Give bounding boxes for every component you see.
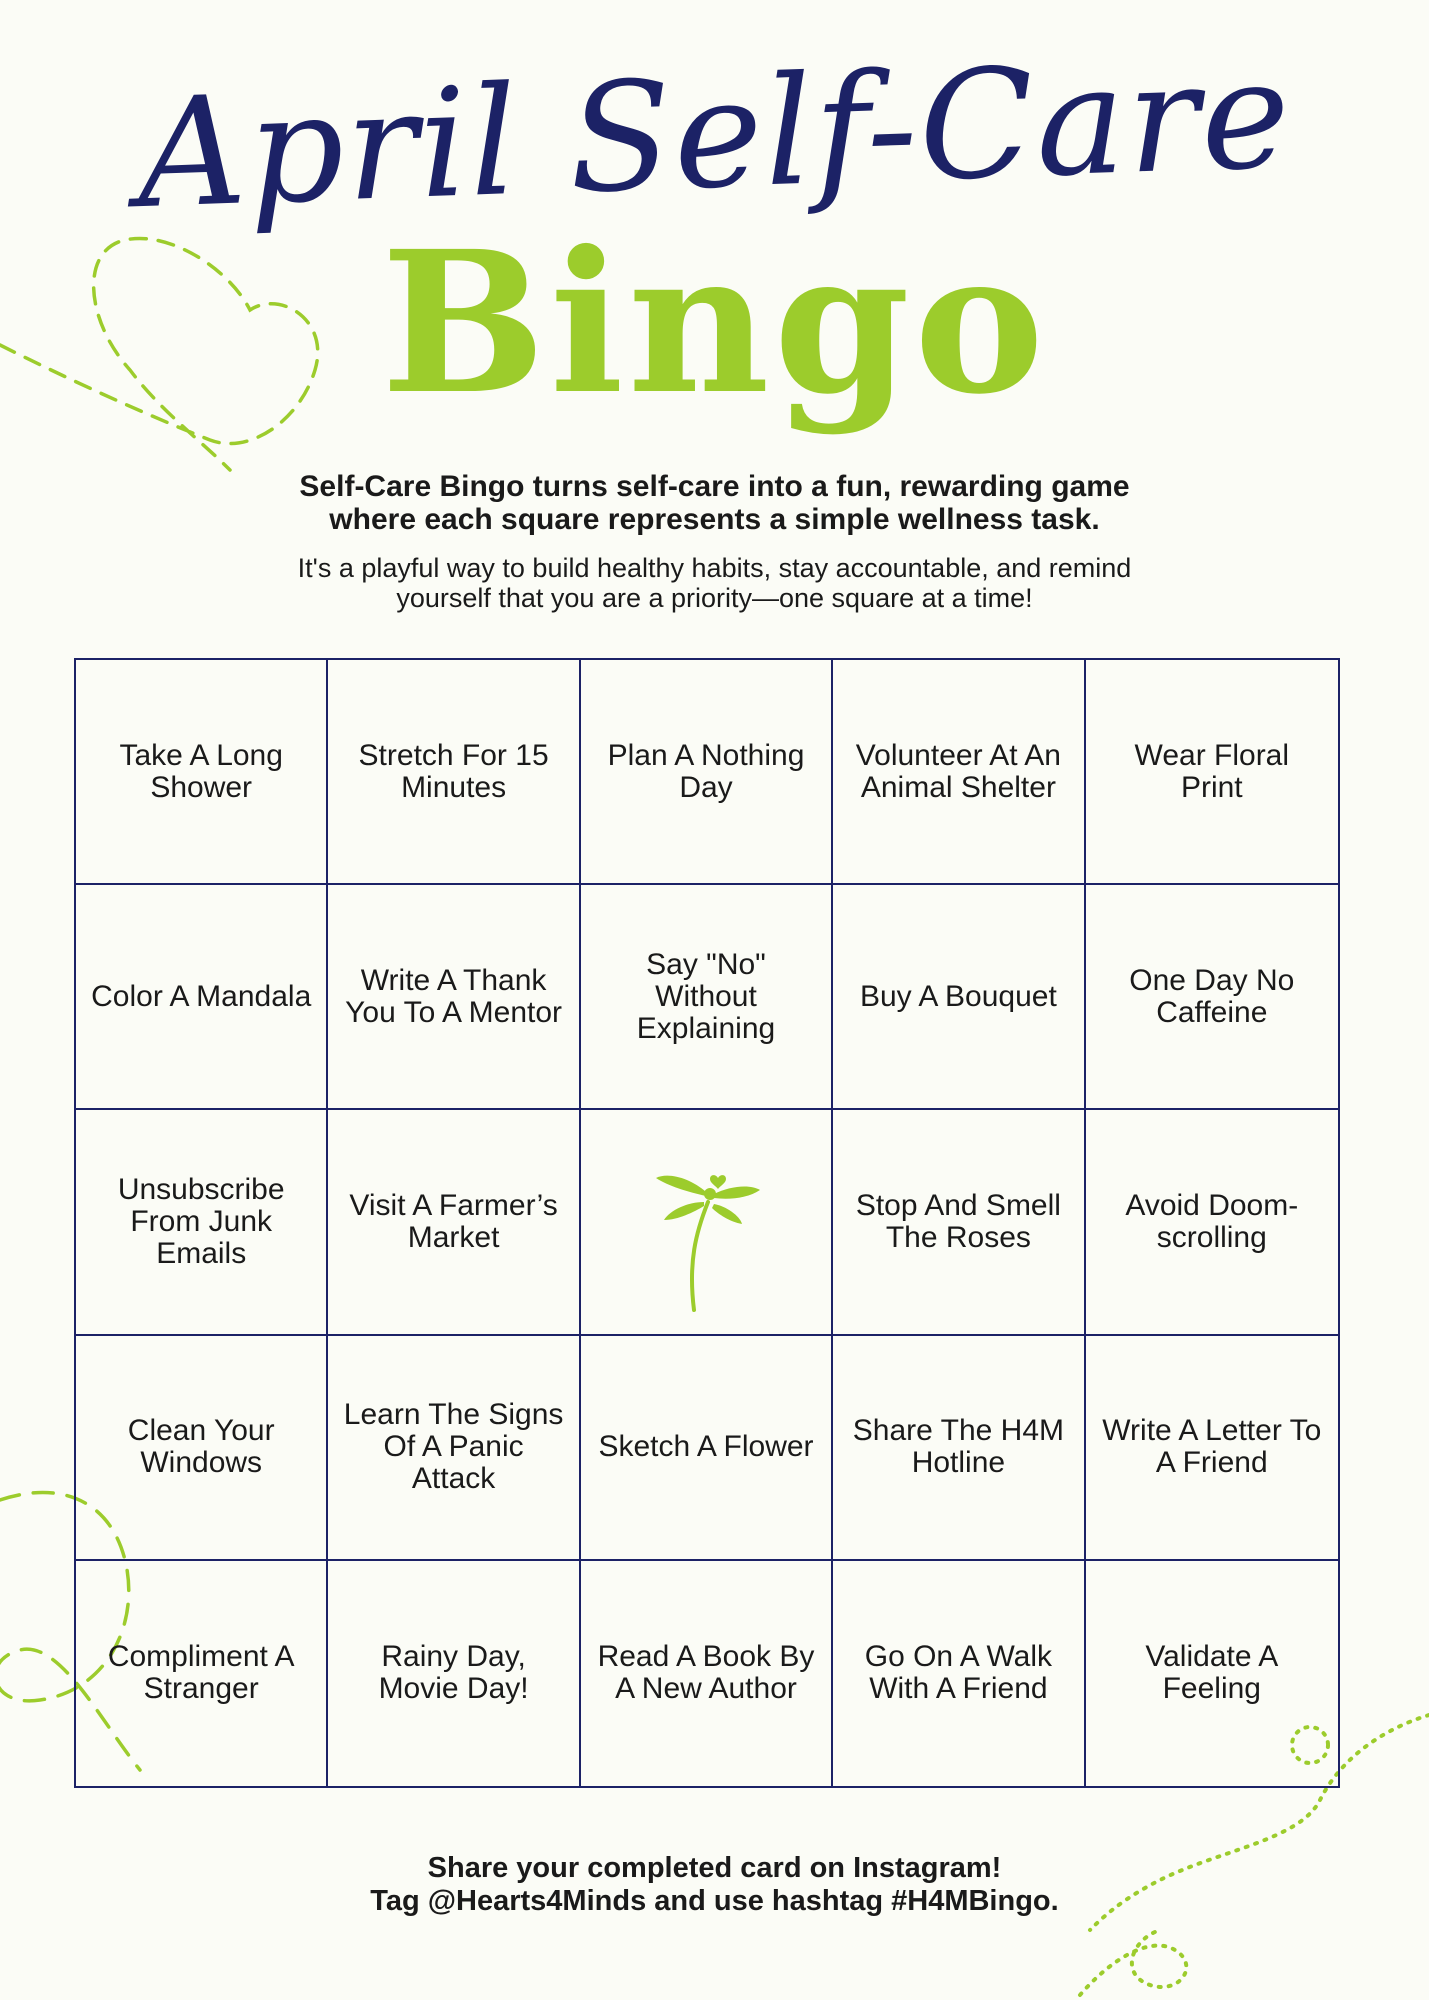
bingo-square[interactable] (1086, 660, 1338, 885)
intro-bold (150, 470, 1279, 536)
bingo-square[interactable] (833, 1110, 1085, 1335)
bingo-square[interactable] (833, 1561, 1085, 1786)
bingo-square-label: Sketch A Flower (598, 1430, 814, 1464)
bingo-square-label: Avoid Doom-scrolling (1125, 1188, 1299, 1254)
bingo-square-label: Rainy Day, Movie Day! (378, 1640, 529, 1706)
bingo-square-label: Go On A Walk With A Friend (864, 1640, 1053, 1706)
page-title-bingo: Bingo (380, 208, 1049, 437)
bingo-square-label: Write A Letter To A Friend (1102, 1414, 1322, 1480)
bingo-square-label: Stop And Smell The Roses (855, 1188, 1061, 1254)
bingo-square-label: Write A Thank You To A Mentor (345, 963, 563, 1029)
bingo-square-label: Say "No" Without Explaining (636, 947, 776, 1045)
bingo-square[interactable] (1086, 885, 1338, 1110)
bingo-square[interactable] (76, 1561, 328, 1786)
bingo-square[interactable] (833, 885, 1085, 1110)
intro-subtext (150, 553, 1279, 613)
bingo-square-label: Share The H4M Hotline (852, 1414, 1064, 1480)
footer-line-1: Share your completed card on Instagram! (427, 1852, 1002, 1884)
bingo-square[interactable] (328, 1336, 580, 1561)
bingo-square[interactable] (76, 1110, 328, 1335)
bingo-square-label: Visit A Farmer’s Market (349, 1188, 558, 1254)
bingo-square-label: Clean Your Windows (127, 1414, 275, 1480)
bingo-square[interactable] (76, 660, 328, 885)
bingo-square[interactable] (1086, 1336, 1338, 1561)
bingo-square[interactable] (581, 1561, 833, 1786)
intro-sub-line-1: It's a playful way to build healthy habits, stay accountable, and remind (297, 553, 1132, 583)
bingo-square[interactable] (833, 660, 1085, 885)
bingo-square[interactable] (581, 660, 833, 885)
bingo-square-label: Wear Floral Print (1134, 738, 1290, 804)
bingo-square-label: Buy A Bouquet (859, 979, 1057, 1013)
bingo-square[interactable] (328, 885, 580, 1110)
bingo-square[interactable] (328, 1561, 580, 1786)
bingo-square[interactable] (328, 660, 580, 885)
bingo-square[interactable] (76, 885, 328, 1110)
bingo-square-label: Read A Book By A New Author (597, 1640, 815, 1706)
footer-line-2: Tag @Hearts4Minds and use hashtag #H4MBingo. (370, 1885, 1059, 1917)
bingo-square[interactable] (581, 1336, 833, 1561)
bingo-square[interactable] (328, 1110, 580, 1335)
intro-sub-line-2: yourself that you are a priority—one square at a time! (396, 583, 1033, 613)
bingo-square-label: Plan A Nothing Day (607, 738, 805, 804)
intro-line-1: Self-Care Bingo turns self-care into a fun, rewarding game (299, 470, 1130, 503)
bingo-square[interactable] (76, 1336, 328, 1561)
bingo-free-space[interactable] (581, 1110, 833, 1335)
bingo-square-label: Take A Long Shower (119, 738, 283, 804)
bingo-square-label: Validate A Feeling (1145, 1640, 1279, 1706)
bingo-square-label: Color A Mandala (91, 979, 312, 1013)
bingo-square[interactable] (581, 885, 833, 1110)
bingo-square-label: Learn The Signs Of A Panic Attack (343, 1398, 564, 1496)
page-title-script: April Self-Care (134, 27, 1295, 243)
footer-cta (150, 1852, 1279, 1918)
bingo-square-label: Volunteer At An Animal Shelter (855, 738, 1061, 804)
bingo-grid (74, 658, 1340, 1788)
bingo-square[interactable] (1086, 1561, 1338, 1786)
bingo-square-label: Stretch For 15 Minutes (358, 738, 549, 804)
bingo-square-label: Compliment A Stranger (107, 1640, 295, 1706)
bingo-square[interactable] (833, 1336, 1085, 1561)
dragonfly-logo-icon (646, 1132, 766, 1312)
intro-line-2: where each square represents a simple wellness task. (329, 503, 1100, 536)
bingo-square[interactable] (1086, 1110, 1338, 1335)
bingo-square-label: Unsubscribe From Junk Emails (117, 1172, 285, 1270)
bingo-square-label: One Day No Caffeine (1129, 963, 1295, 1029)
